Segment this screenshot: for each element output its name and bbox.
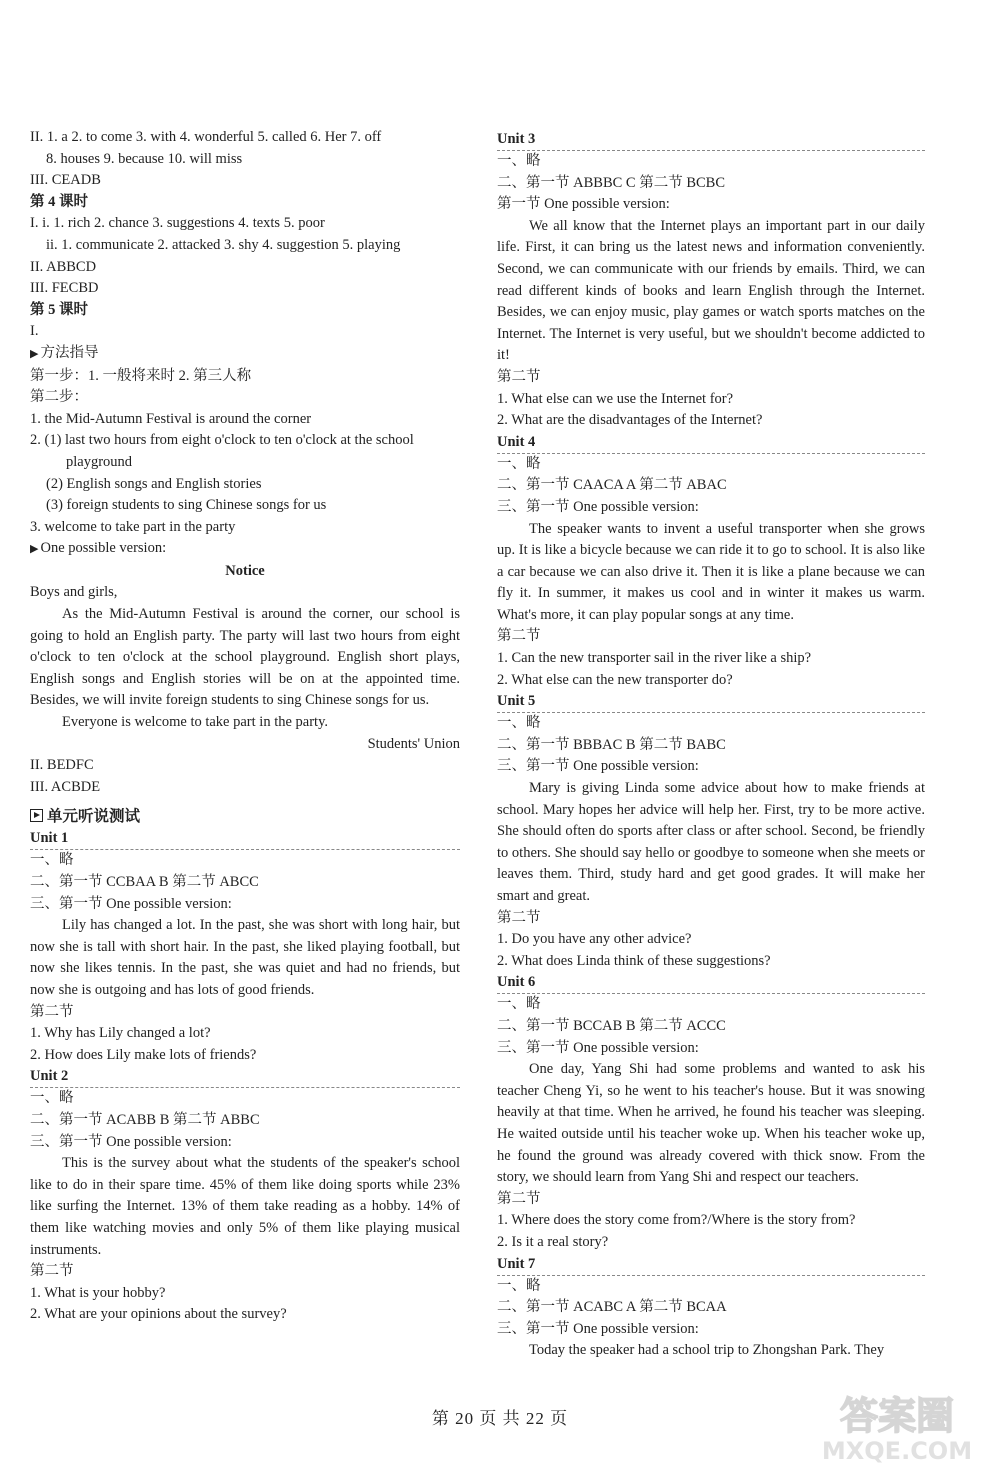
lesson-heading: 第 4 课时 [30, 193, 88, 210]
answer-line: 一、略 [497, 715, 541, 732]
question-line: 1. What is your hobby? [30, 1284, 166, 1301]
answer-line: 8. houses 9. because 10. will miss [46, 150, 243, 167]
question-line: 1. Where does the story come from?/Where is the story from? [497, 1212, 856, 1229]
watermark-line2: MXQE.COM [821, 1437, 973, 1465]
unit-title: Unit 3 [497, 130, 925, 151]
question-line: 1. Why has Lily changed a lot? [30, 1025, 211, 1042]
unit-title: Unit 4 [497, 433, 925, 454]
answer-line: II. 1. a 2. to come 3. with 4. wonderful 5. called 6. Her 7. off [30, 129, 382, 145]
answer-line: 二、第一节 ABBBC C 第二节 BCBC [497, 174, 726, 191]
answer-line: 三、第一节 One possible version: [30, 895, 232, 912]
answer-line: 二、第一节 CAACA A 第二节 ABAC [497, 477, 727, 494]
question-line: 2. What else can the new transporter do? [497, 671, 733, 688]
answer-line: 第二节 [30, 1003, 74, 1020]
answer-line: III. FECBD [30, 280, 99, 297]
question-line: 1. Can the new transporter sail in the river like a ship? [497, 650, 812, 667]
unit-title: Unit 6 [497, 973, 925, 994]
answer-line: 一、略 [497, 1277, 541, 1294]
answer-line: III. CEADB [30, 172, 101, 189]
version-heading: ▶ One possible version: [30, 540, 167, 557]
unit-title: Unit 2 [30, 1067, 460, 1088]
answer-line: (3) foreign students to sing Chinese songs for us [46, 497, 327, 514]
triangle-bullet-icon: ▶ [30, 347, 39, 360]
answer-line: 第二节 [497, 628, 541, 645]
answer-line: II. BEDFC [30, 757, 94, 774]
notice-paragraph: Everyone is welcome to take part in the party. [62, 714, 329, 731]
version-paragraph: The speaker wants to invent a useful transporter when she grows up. It is like a bicycle because we can ride it to go to school. It is also like a car because we can also drive it. Then it is like a plane because we can fly it. In summer, it makes us cool and in winter it makes us warm. What's more, it can play popular songs at any time. [497, 520, 925, 623]
play-box-icon [30, 809, 43, 822]
notice-paragraph: As the Mid-Autumn Festival is around the corner, our school is going to hold an English party. The party will last two hours from eight o'clock to ten o'clock at the school playground. English short plays, English songs and English stories will be on at the appointed time. Besides, we will invite foreign students to sing Chinese songs for us. [30, 606, 460, 709]
unit-title: Unit 5 [497, 692, 925, 713]
notice-greeting: Boys and girls, [30, 584, 118, 601]
triangle-bullet-icon: ▶ [30, 543, 39, 556]
question-line: 2. How does Lily make lots of friends? [30, 1046, 257, 1063]
version-paragraph: We all know that the Internet plays an important part in our daily life. First, it can bring us the latest news and information conveniently. Second, we can communicate with our friends by emails. Third, we can read different kinds of books and learn English through the Internet. Besides, we can enjoy music, play games or watch sports matches on the Internet. The Internet is very useful, but we shouldn't become addicted to it! [497, 217, 925, 364]
answer-line: 一、略 [30, 1090, 74, 1107]
answer-line: 第二节 [30, 1263, 74, 1280]
answer-line: I. [30, 323, 39, 340]
answer-line: playground [66, 453, 133, 470]
answer-line: 第二节 [497, 368, 541, 385]
answer-line: 第二节 [497, 1190, 541, 1207]
answer-line: 第一步：1. 一般将来时 2. 第三人称 [30, 367, 252, 384]
answer-line: 一、略 [497, 153, 541, 169]
question-line: 1. What else can we use the Internet for? [497, 390, 734, 407]
version-paragraph: One day, Yang Shi had some problems and wanted to ask his teacher Cheng Yi, so he went to his teacher's house. But it was snowing heavily at that time. When he arrived, he found his teacher was sleeping. He waited outside until his teacher woke up. When his teacher woke up, he found the ground was already covered with thick snow. From the story, we should learn from Yang Shi and respect our teachers. [497, 1061, 925, 1186]
question-line: 2. What are your opinions about the survey? [30, 1306, 287, 1323]
question-line: 2. What are the disadvantages of the Internet? [497, 412, 763, 429]
answer-line: (2) English songs and English stories [46, 475, 262, 492]
answer-line: 二、第一节 BCCAB B 第二节 ACCC [497, 1017, 726, 1034]
answer-line: 二、第一节 ACABB B 第二节 ABBC [30, 1111, 260, 1128]
right-column [497, 129, 925, 1362]
answer-line: 一、略 [30, 852, 74, 869]
answer-line: 二、第一节 ACABC A 第二节 BCAA [497, 1299, 727, 1316]
answer-line: III. ACBDE [30, 778, 101, 795]
version-paragraph: This is the survey about what the students of the speaker's school like to do in their spare time. 45% of them like doing sports while 23% like surfing the Internet. 13% of them take reading as a hobby. 14% of them like watching movies and only 5% of them like playing musical instruments. [30, 1155, 460, 1258]
question-line: 1. Do you have any other advice? [497, 931, 692, 948]
watermark-logo [805, 1385, 990, 1465]
answer-line: 第二步： [30, 389, 88, 406]
answer-line: 二、第一节 BBBAC B 第二节 BABC [497, 736, 726, 753]
question-line: 2. Is it a real story? [497, 1233, 609, 1250]
answer-line: 三、第一节 One possible version: [497, 1039, 699, 1056]
answer-line: 一、略 [497, 455, 541, 472]
answer-line: ii. 1. communicate 2. attacked 3. shy 4. suggestion 5. playing [46, 236, 401, 253]
answer-line: 3. welcome to take part in the party [30, 518, 236, 535]
watermark-line1: 答案圈 [839, 1394, 955, 1438]
answer-line: 二、第一节 CCBAA B 第二节 ABCC [30, 874, 259, 890]
answer-line: 2. (1) last two hours from eight o'clock to ten o'clock at the school [30, 432, 414, 449]
lesson-heading: 第 5 课时 [30, 301, 88, 318]
answer-line: 一、略 [497, 996, 541, 1013]
left-column [30, 127, 460, 1326]
unit-title: Unit 1 [30, 829, 460, 850]
question-line: 2. What does Linda think of these suggestions? [497, 952, 771, 969]
notice-signature: Students' Union [367, 735, 460, 752]
answer-line: I. i. 1. rich 2. chance 3. suggestions 4. texts 5. poor [30, 215, 325, 232]
method-heading: ▶ 方法指导 [30, 344, 99, 361]
version-paragraph: Lily has changed a lot. In the past, she was short with long hair, but now she is tall with short hair. In the past, she liked playing football, but now she likes tennis. In the past, she was quiet and had no friends, but now she is outgoing and has lots of good friends. [30, 917, 460, 998]
unit-title: Unit 7 [497, 1255, 925, 1276]
answer-line: 第二节 [497, 909, 541, 926]
notice-title: Notice [225, 562, 265, 579]
version-paragraph: Today the speaker had a school trip to Zhongshan Park. They [529, 1342, 885, 1359]
answer-line: 三、第一节 One possible version: [497, 1320, 699, 1337]
answer-line: 三、第一节 One possible version: [497, 498, 699, 515]
page-footer: 第 20 页 共 22 页 [431, 1409, 569, 1428]
answer-line: II. ABBCD [30, 258, 97, 275]
answer-line: 三、第一节 One possible version: [497, 758, 699, 775]
answer-line: 三、第一节 One possible version: [30, 1133, 232, 1150]
answer-line: 1. the Mid-Autumn Festival is around the corner [30, 410, 312, 427]
version-paragraph: Mary is giving Linda some advice about how to make friends at school. Mary hopes her advice will help her. First, try to be more active. She should often do sports after class or after school. Second, be friendly to others. She should say hello or goodbye to someone when she meets or leaves them. Third, study hard and get good grades. It will make her smart and great. [497, 780, 925, 904]
answer-line: 第一节 One possible version: [497, 196, 670, 213]
section-title: 单元听说测试 [30, 804, 460, 828]
